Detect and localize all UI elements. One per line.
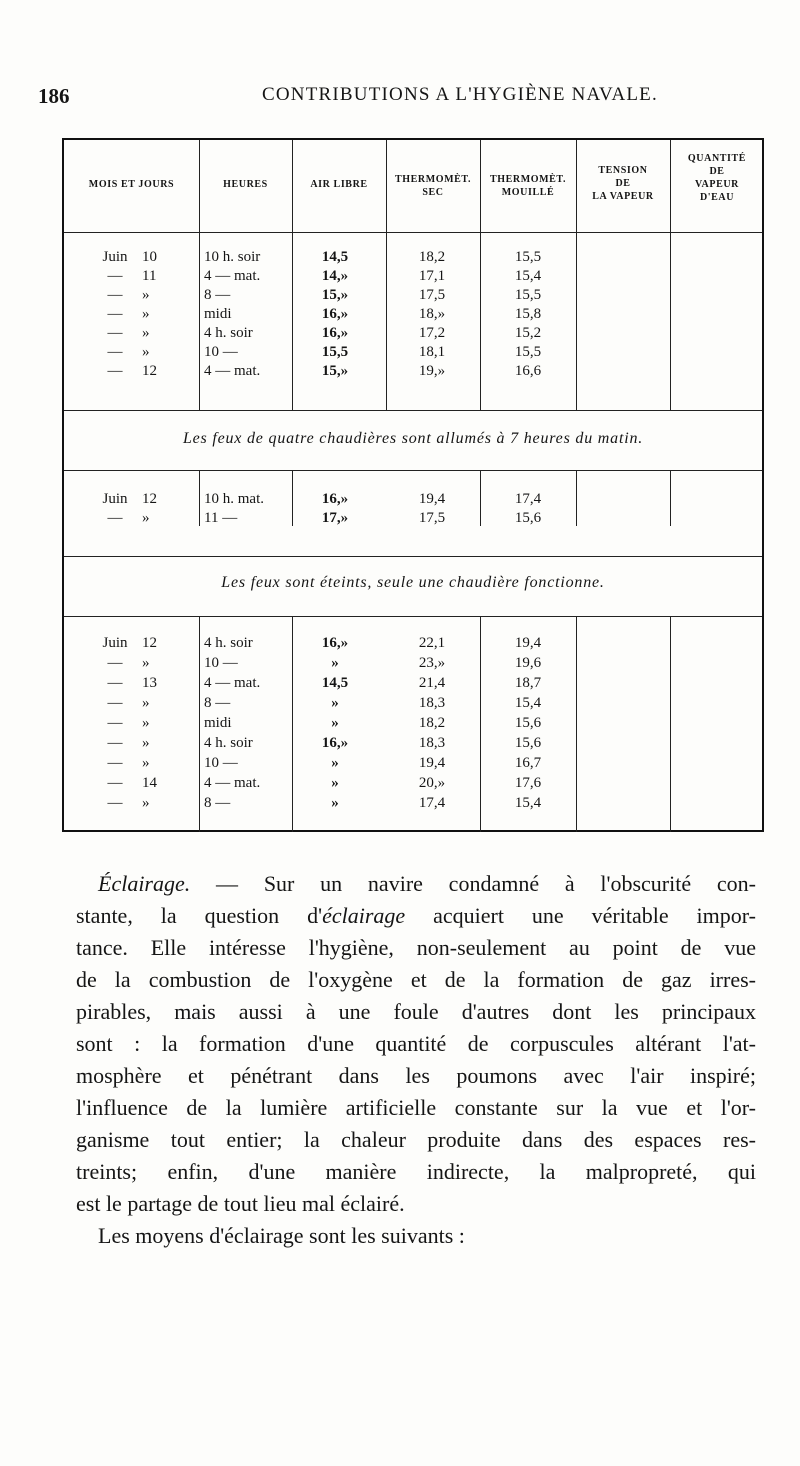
cell-month: — (107, 755, 123, 771)
cell-day: » (142, 306, 150, 322)
cell-month: — (107, 363, 123, 379)
cell-wet: 15,6 (514, 510, 542, 526)
table-row (64, 490, 762, 508)
cell-month: — (107, 287, 123, 303)
cell-month: — (107, 306, 123, 322)
cell-day: 12 (142, 491, 157, 507)
cell-dry: 18,2 (418, 249, 446, 265)
cell-day: 10 (142, 249, 157, 265)
section-rule (64, 616, 762, 617)
cell-month: — (107, 344, 123, 360)
cell-dry: 17,5 (418, 287, 446, 303)
cell-wet: 16,7 (514, 755, 542, 771)
paragraph-eclairage (76, 868, 756, 1220)
cell-air: 16,» (321, 325, 349, 341)
cell-dry: 22,1 (418, 635, 446, 651)
cell-hour: midi (204, 306, 232, 322)
table-note-2: Les feux sont éteints, seule une chaudière fonctionne. (221, 574, 605, 591)
cell-day: 12 (142, 635, 157, 651)
cell-air: 14,5 (321, 675, 349, 691)
cell-month: — (107, 735, 123, 751)
cell-hour: 10 — (204, 755, 238, 771)
text-line: treints; enfin, d'une manière indirecte, la malpropreté, qui (76, 1159, 756, 1184)
cell-day: » (142, 510, 150, 526)
table-note-1: Les feux de quatre chaudières sont allumés à 7 heures du matin. (182, 430, 644, 447)
cell-dry: 19,4 (418, 755, 446, 771)
cell-hour: 10 — (204, 344, 238, 360)
table-row (64, 734, 762, 752)
cell-hour: midi (204, 715, 232, 731)
cell-air: » (331, 755, 339, 771)
section-heading: Éclairage. (98, 871, 191, 896)
cell-dry: 18,1 (418, 344, 446, 360)
cell-hour: 4 — mat. (204, 675, 261, 691)
text-line: l'influence de la lumière artificielle constante sur la vue et l'or- (76, 1095, 756, 1120)
cell-wet: 15,5 (514, 344, 542, 360)
table-row (64, 286, 762, 304)
cell-dry: 18,3 (418, 735, 446, 751)
cell-hour: 4 — mat. (204, 775, 261, 791)
cell-month: — (107, 715, 123, 731)
table-row (64, 634, 762, 652)
cell-wet: 15,5 (514, 249, 542, 265)
cell-month: — (107, 795, 123, 811)
cell-day: » (142, 695, 150, 711)
table-row (64, 694, 762, 712)
running-title: CONTRIBUTIONS A L'HYGIÈNE NAVALE. (262, 84, 658, 105)
cell-dry: 17,5 (418, 510, 446, 526)
body-text (76, 868, 756, 1252)
cell-hour: 10 h. mat. (204, 491, 264, 507)
cell-dry: 17,2 (418, 325, 446, 341)
cell-month: Juin (102, 635, 128, 651)
table-row (64, 654, 762, 672)
cell-hour: 4 h. soir (204, 735, 253, 751)
cell-month: — (107, 695, 123, 711)
col-header-quantite: QUANTITÉ DE VAPEUR D'EAU (687, 153, 747, 203)
col-header-air-libre: AIR LIBRE (310, 179, 368, 190)
cell-month: — (107, 675, 123, 691)
cell-day: » (142, 735, 150, 751)
cell-air: 16,» (321, 306, 349, 322)
cell-wet: 19,6 (514, 655, 542, 671)
cell-day: 12 (142, 363, 157, 379)
cell-day: 14 (142, 775, 157, 791)
cell-air: 14,» (321, 268, 349, 284)
cell-dry: 18,2 (418, 715, 446, 731)
cell-air: » (331, 775, 339, 791)
text-line: Les moyens d'éclairage sont les suivants : (98, 1223, 465, 1248)
text-line: mosphère et pénétrant dans les poumons avec l'air inspiré; (76, 1063, 756, 1088)
cell-air: » (331, 695, 339, 711)
cell-air: 16,» (321, 491, 349, 507)
table-row (64, 509, 762, 527)
cell-wet: 16,6 (514, 363, 542, 379)
text-line: de la combustion de l'oxygène et de la formation de gaz irres- (76, 967, 756, 992)
running-header (30, 84, 770, 110)
cell-day: 11 (142, 268, 157, 284)
cell-dry: 19,» (418, 363, 446, 379)
cell-hour: 8 — (204, 695, 231, 711)
cell-day: » (142, 715, 150, 731)
weather-table (62, 138, 764, 832)
col-header-heures: HEURES (223, 179, 268, 190)
table-row (64, 267, 762, 285)
table-row (64, 343, 762, 361)
cell-air: 17,» (321, 510, 349, 526)
cell-dry: 17,4 (418, 795, 446, 811)
text-line: sont : la formation d'une quantité de corpuscules altérant l'at- (76, 1031, 756, 1056)
cell-hour: 4 h. soir (204, 635, 253, 651)
cell-day: » (142, 755, 150, 771)
cell-wet: 17,4 (514, 491, 542, 507)
col-header-thermo-sec: THERMOMÈT. SEC (394, 174, 472, 198)
text-run: acquiert une véritable impor- (405, 903, 756, 928)
cell-day: » (142, 655, 150, 671)
cell-hour: 10 — (204, 655, 238, 671)
text-line: tance. Elle intéresse l'hygiène, non-seulement au point de vue (76, 935, 756, 960)
cell-wet: 15,4 (514, 268, 542, 284)
text-line: pirables, mais aussi à une foule d'autres dont les principaux (76, 999, 756, 1024)
cell-air: 15,» (321, 363, 349, 379)
cell-hour: 10 h. soir (204, 249, 261, 265)
cell-month: Juin (102, 249, 128, 265)
cell-dry: 18,» (418, 306, 446, 322)
header-rule (64, 232, 762, 233)
cell-air: » (331, 795, 339, 811)
cell-air: » (331, 655, 339, 671)
table-row (64, 362, 762, 380)
cell-wet: 15,2 (514, 325, 542, 341)
cell-wet: 15,8 (514, 306, 542, 322)
cell-day: » (142, 325, 150, 341)
cell-hour: 4 — mat. (204, 268, 261, 284)
col-header-thermo-mouille: THERMOMÈT. MOUILLÉ (489, 174, 567, 198)
text-line: est le partage de tout lieu mal éclairé. (76, 1191, 405, 1216)
section-rule (64, 556, 762, 557)
cell-month: Juin (102, 491, 128, 507)
table-row (64, 248, 762, 266)
text-line: ganisme tout entier; la chaleur produite dans des espaces res- (76, 1127, 756, 1152)
cell-wet: 15,4 (514, 695, 542, 711)
text-run-italic: éclairage (322, 903, 406, 928)
section-rule (64, 470, 762, 471)
cell-day: » (142, 287, 150, 303)
cell-dry: 17,1 (418, 268, 446, 284)
cell-hour: 11 — (204, 510, 238, 526)
cell-month: — (107, 510, 123, 526)
cell-hour: 8 — (204, 287, 231, 303)
cell-wet: 18,7 (514, 675, 542, 691)
cell-air: 15,» (321, 287, 349, 303)
paragraph-moyens (76, 1220, 756, 1252)
cell-dry: 18,3 (418, 695, 446, 711)
cell-wet: 17,6 (514, 775, 542, 791)
text-run: stante, la question d' (76, 903, 323, 928)
cell-hour: 4 h. soir (204, 325, 253, 341)
cell-air: 16,» (321, 735, 349, 751)
cell-air: 14,5 (321, 249, 349, 265)
cell-month: — (107, 268, 123, 284)
cell-air: 16,» (321, 635, 349, 651)
text-line (76, 868, 756, 900)
cell-month: — (107, 775, 123, 791)
section-rule (64, 410, 762, 411)
cell-wet: 15,6 (514, 715, 542, 731)
table-row (64, 774, 762, 792)
page-number: 186 (38, 84, 70, 108)
cell-wet: 15,4 (514, 795, 542, 811)
text-run: — Sur un navire condamné à l'obscurité con- (190, 871, 756, 896)
cell-day: 13 (142, 675, 157, 691)
table-row (64, 324, 762, 342)
text-line (54, 900, 756, 932)
col-header-tension: TENSION DE LA VAPEUR (592, 165, 654, 202)
cell-month: — (107, 655, 123, 671)
cell-day: » (142, 795, 150, 811)
cell-air: » (331, 715, 339, 731)
cell-month: — (107, 325, 123, 341)
cell-wet: 15,6 (514, 735, 542, 751)
cell-hour: 8 — (204, 795, 231, 811)
cell-hour: 4 — mat. (204, 363, 261, 379)
cell-wet: 19,4 (514, 635, 542, 651)
table-row (64, 674, 762, 692)
cell-day: » (142, 344, 150, 360)
cell-wet: 15,5 (514, 287, 542, 303)
table-row (64, 714, 762, 732)
cell-dry: 21,4 (418, 675, 446, 691)
cell-air: 15,5 (321, 344, 349, 360)
col-header-mois-jours: MOIS ET JOURS (88, 179, 175, 190)
cell-dry: 19,4 (418, 491, 446, 507)
cell-dry: 23,» (418, 655, 446, 671)
table-row (64, 794, 762, 812)
table-row (64, 754, 762, 772)
table-row (64, 305, 762, 323)
cell-dry: 20,» (418, 775, 446, 791)
